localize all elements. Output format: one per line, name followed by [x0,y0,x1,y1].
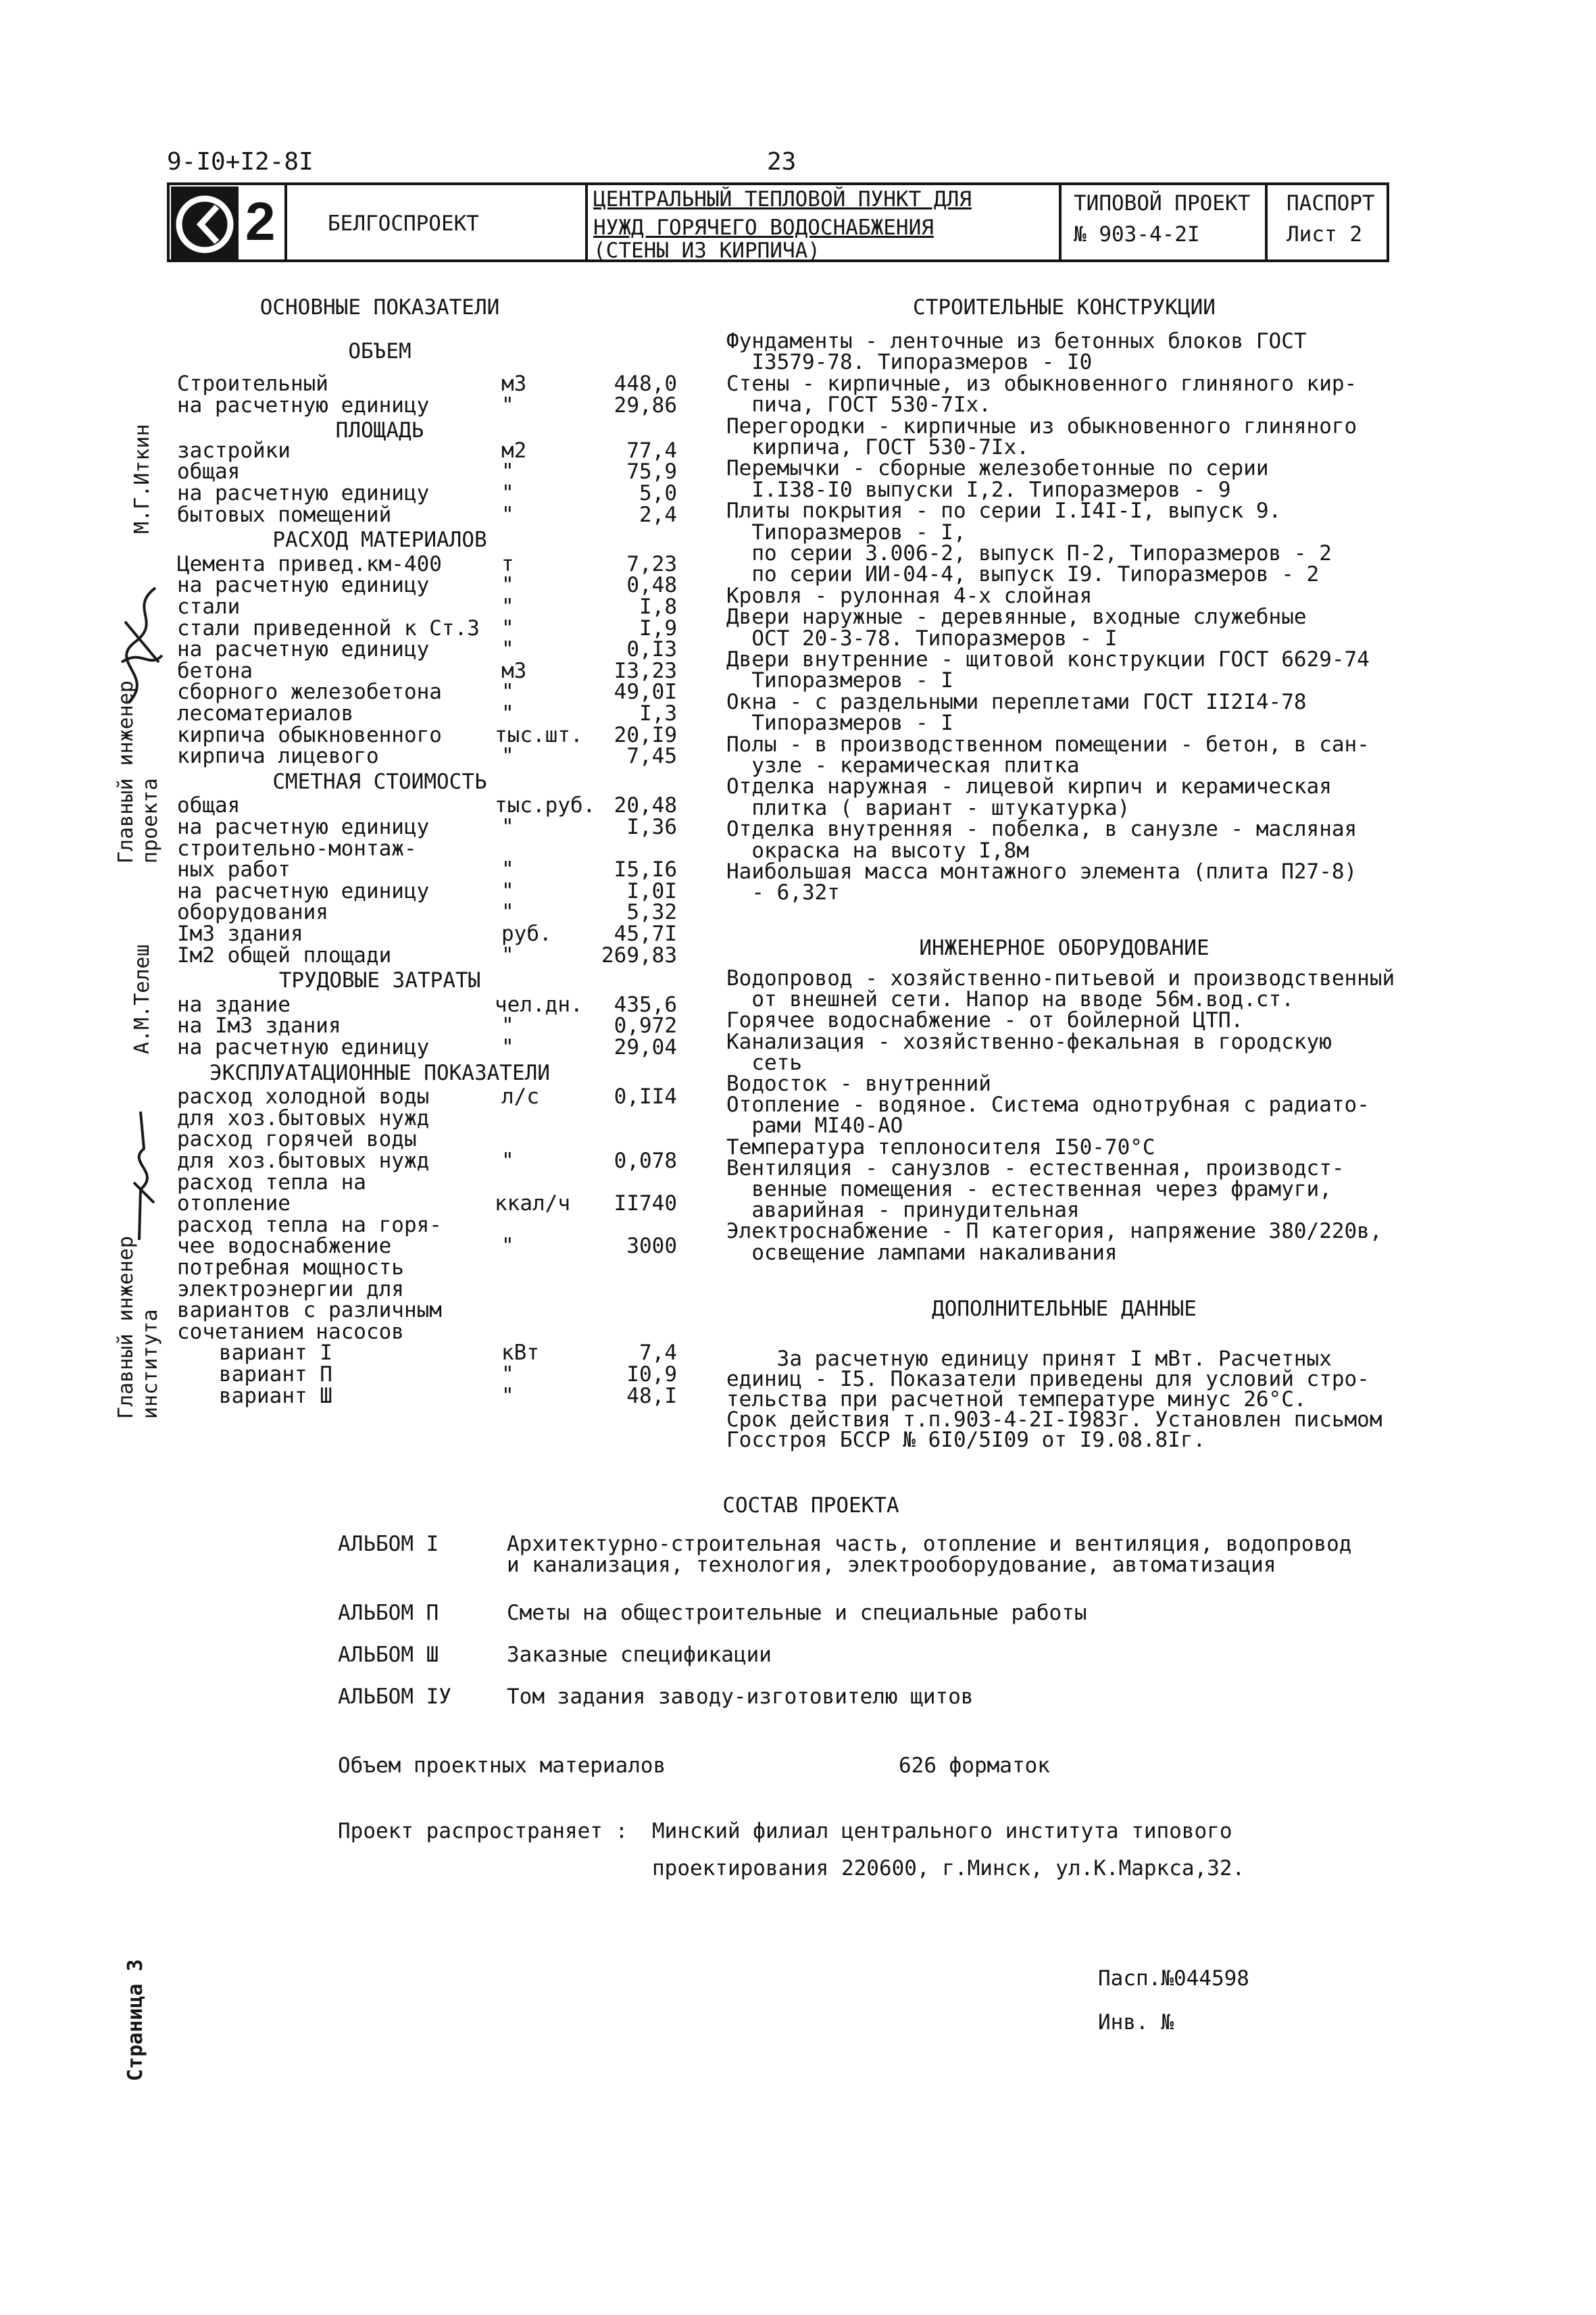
distributor-label: Проект распространяет : [338,1819,628,1843]
indicator-row [177,746,677,768]
indicator-unit: " [501,1362,514,1387]
indicator-unit: " [501,1234,514,1258]
album-name: АЛЬБОМ Ш [338,1643,439,1667]
text-line: I.I38-I0 выпуски I,2. Типоразмеров - 9 [726,478,1231,502]
indicator-label: на здание [177,993,291,1017]
indicator-unit: " [501,680,514,704]
indicator-unit: т [501,552,514,576]
indicator-value: 77,4 [626,439,677,463]
structures-heading: СТРОИТЕЛЬНЫЕ КОНСТРУКЦИИ [913,295,1216,320]
indicator-unit: " [501,879,514,903]
distributor-line-2: проектирования 220600, г.Минск, ул.К.Маркса,32. [652,1856,1245,1881]
indicator-value: I,8 [639,595,677,619]
indicator-unit: " [501,943,514,968]
indicator-unit: " [501,1149,514,1173]
indicator-unit: " [501,637,514,662]
indicator-label: вариант П [219,1362,332,1387]
title-cell [585,182,1062,262]
indicator-label: отопление [177,1191,291,1216]
indicator-value: 2,4 [639,503,677,527]
text-line: Температура теплоносителя I50-70°С [726,1135,1155,1160]
indicator-value: 0,48 [626,573,677,597]
indicator-unit: м2 [501,439,527,463]
indicator-unit: л/с [501,1085,539,1109]
text-line: окраска на высоту I,8м [726,839,1029,863]
page-number: 23 [767,148,797,176]
composition-heading: СОСТАВ ПРОЕКТА [722,1493,899,1518]
text-line: Водосток - внутренний [726,1072,991,1096]
indicator-value: I0,9 [626,1362,677,1387]
indicator-row [177,902,677,924]
passport-cell [1265,182,1389,262]
indicator-label: сборного железобетона [177,680,442,704]
text-line: Двери внутренние - щитовой конструкции ГОСТ 6629-74 [726,647,1370,672]
indicator-label: для хоз.бытовых нужд [177,1149,430,1173]
indicator-row [177,505,677,526]
indicator-unit: " [501,815,514,839]
cost-heading: СМЕТНАЯ СТОИМОСТЬ [272,770,487,794]
indicator-unit: " [501,595,514,619]
indicator-row [177,1087,677,1108]
margin-chief-institute-name: А.М.Телеш [130,944,154,1054]
indicator-value: I,0I [626,879,677,903]
indicator-row [177,374,677,395]
indicator-label: сочетанием насосов [177,1320,404,1344]
text-line: Наибольшая масса монтажного элемента (плита П27-8) [726,860,1357,884]
indicator-row [177,1300,677,1322]
indicator-label: на расчетную единицу [177,879,430,903]
sheet-label: Лист 2 [1287,222,1362,247]
indicator-unit: " [501,900,514,924]
text-line: сеть [726,1051,802,1075]
indicator-row [177,1193,677,1215]
margin-label-line: Главный инженер [114,680,138,864]
indicator-value: 448,0 [614,372,677,396]
engineering-heading: ИНЖЕНЕРНОЕ ОБОРУДОВАНИЕ [919,936,1210,960]
indicator-value: I,36 [626,815,677,839]
indicator-unit: " [501,481,514,505]
text-line: Отделка наружная - лицевой кирпич и керамическая [726,774,1332,799]
indicator-unit: " [501,616,514,641]
indicator-value: I,3 [639,701,677,726]
indicator-unit: ккал/ч [495,1191,570,1216]
text-line: Типоразмеров - I, [726,520,966,545]
indicator-label: общая [177,459,241,484]
main-indicators-heading: ОСНОВНЫЕ ПОКАЗАТЕЛИ [259,295,500,320]
text-line: кирпича, ГОСТ 530-7Iх. [726,435,1029,459]
text-line: тельства при расчетной температуре минус 26°С. [726,1387,1307,1412]
project-number: № 903-4-2I [1074,222,1200,247]
indicator-label: бетона [177,659,253,683]
indicator-label: бытовых помещений [177,503,392,527]
indicator-row [177,1151,677,1172]
indicator-label: расход горячей воды [177,1127,417,1151]
text-line: Полы - в производственном помещении - бетон, в сан- [726,732,1370,757]
indicator-row [177,639,677,661]
indicator-label: чее водоснабжение [177,1234,392,1258]
indicator-label: вариант Ш [219,1384,332,1408]
indicator-unit: " [501,573,514,597]
indicator-row [177,483,677,505]
indicator-unit: руб. [501,922,552,946]
indicator-label: общая [177,793,241,818]
indicator-row [177,703,677,725]
margin-label-line: Главный инженер [114,1236,138,1419]
indicator-label: застройки [177,439,291,463]
indicator-label: на расчетную единицу [177,573,430,597]
indicator-label: расход тепла на горя- [177,1213,442,1237]
album-description: Архитектурно-строительная часть, отопление и вентиляция, водопровод [507,1532,1352,1556]
doc-number: 9-I0+I2-8I [167,148,314,176]
indicator-value: I3,23 [614,659,677,683]
indicator-row [177,1129,677,1151]
album-description: и канализация, технология, электрооборудование, автоматизация [507,1553,1276,1577]
title-line-3: (СТЕНЫ ИЗ КИРПИЧА) [593,239,820,263]
text-line: Госстроя БССР № 6I0/5I09 от I9.08.8Iг. [726,1428,1206,1452]
indicator-label: кирпича обыкновенного [177,723,442,747]
text-line: I3579-78. Типоразмеров - I0 [726,350,1093,374]
indicator-label: для хоз.бытовых нужд [177,1106,430,1130]
text-line: За расчетную единицу принят I мВт. Расчетных [726,1347,1332,1371]
indicator-unit: " [501,857,514,882]
text-line: Канализация - хозяйственно-фекальная в городскую [726,1030,1332,1054]
operation-heading: ЭКСПЛУАТАЦИОННЫЕ ПОКАЗАТЕЛИ [209,1061,550,1085]
text-line: Двери наружные - деревянные, входные служебные [726,605,1307,629]
indicator-label: Цемента привед.км-400 [177,552,442,576]
organization: БЕЛГОСПРОЕКТ [328,211,479,236]
indicator-value: 7,23 [626,552,677,576]
indicator-value: 5,32 [626,900,677,924]
project-cell [1059,182,1268,262]
indicator-unit: " [501,459,514,484]
org-cell [284,182,588,262]
indicator-row [177,395,677,417]
album-description: Заказные спецификации [507,1643,772,1667]
margin-chief-project-name: М.Г.Иткин [130,424,154,534]
indicator-label: расход холодной воды [177,1085,430,1109]
indicator-value: 45,7I [614,922,677,946]
text-line: Перемычки - сборные железобетонные по серии [726,456,1269,480]
margin-chief-institute-label [116,1236,161,1419]
indicator-value: 3000 [626,1234,677,1258]
text-line: ОСТ 20-3-78. Типоразмеров - I [726,626,1118,651]
margin-label-line: института [139,1309,162,1419]
album-description: Том задания заводу-изготовителю щитов [507,1685,974,1709]
indicator-row [177,945,677,967]
volume-materials-label: Объем проектных материалов [338,1753,666,1778]
text-line: Срок действия т.п.903-4-2I-I983г. Установлен письмом [726,1408,1382,1432]
indicator-unit: тыс.шт. [495,723,583,747]
indicator-value: 7,45 [626,744,677,768]
indicator-value: 0,078 [614,1149,677,1173]
indicator-value: 29,04 [614,1035,677,1060]
indicator-value: 48,I [626,1384,677,1408]
indicator-value: 20,I9 [614,723,677,747]
indicator-row [177,459,677,484]
indicator-label: стали приведенной к Ст.3 [177,616,480,641]
text-line: плитка ( вариант - штукатурка) [726,796,1130,820]
distributor-line-1: Минский филиал центрального института типового [652,1819,1232,1843]
album-description: Сметы на общестроительные и специальные работы [507,1601,1087,1625]
indicator-row [177,817,677,839]
indicator-row [177,924,677,945]
text-line: Перегородки - кирпичные из обыкновенного глиняного [726,414,1357,439]
labor-heading: ТРУДОВЫЕ ЗАТРАТЫ [278,968,481,993]
indicator-unit: м3 [501,372,527,396]
text-line: рами МI40-АО [726,1114,903,1138]
text-line: Водопровод - хозяйственно-питьевой и производственный [726,966,1395,991]
text-line: Кровля - рулонная 4-х слойная [726,584,1093,608]
indicator-label: Iм2 общей площади [177,943,392,968]
logo-box [167,182,287,262]
indicator-label: IмЗ здания [177,922,303,946]
indicator-value: 5,0 [639,481,677,505]
text-line: пича, ГОСТ 530-7Iх. [726,393,991,417]
text-line: Вентиляция - санузлов - естественная, производст- [726,1156,1345,1180]
title-line-1: ЦЕНТРАЛЬНЫЙ ТЕПЛОВОЙ ПУНКТ ДЛЯ [593,187,972,211]
indicator-label: электроэнергии для [177,1277,404,1301]
indicator-label: на расчетную единицу [177,1035,430,1060]
text-line: Электроснабжение - П категория, напряжение 380/220в, [726,1219,1382,1243]
indicator-row [177,597,677,618]
indicator-value: 75,9 [626,459,677,484]
text-line: Типоразмеров - I [726,668,953,693]
album-name: АЛЬБОМ П [338,1601,439,1625]
text-line: Отделка внутренняя - побелка, в санузле - масляная [726,817,1357,841]
text-line: аварийная - принудительная [726,1198,1080,1222]
indicator-row [177,857,677,882]
indicator-row [177,682,677,703]
indicator-row [177,441,677,462]
indicator-value: 49,0I [614,680,677,704]
indicator-value: 7,4 [639,1341,677,1365]
text-line: Типоразмеров - I [726,711,953,735]
area-heading: ПЛОЩАДЬ [335,418,424,443]
text-line: Отопление - водяное. Система однотрубная с радиато- [726,1093,1370,1117]
indicator-unit: тыс.руб. [495,793,596,818]
text-line: освещение лампами накаливания [726,1241,1118,1265]
signature-2 [120,1108,168,1243]
text-line: Горячее водоснабжение - от бойлерной ЦТП. [726,1008,1244,1032]
indicator-unit: " [501,393,514,418]
text-line: Фундаменты - ленточные из бетонных блоков ГОСТ [726,329,1307,353]
title-line-2: НУЖД ГОРЯЧЕГО ВОДОСНАБЖЕНИЯ [593,216,934,240]
inventory-number: Инв. № [1098,2010,1174,2035]
passport-label: ПАСПОРТ [1287,191,1375,216]
text-line: Стены - кирпичные, из обыкновенного глиняного кир- [726,372,1357,396]
indicator-unit: кВт [501,1341,539,1365]
indicator-unit: " [501,1035,514,1060]
indicator-label: кирпича лицевого [177,744,379,768]
indicator-row [177,1343,677,1364]
indicator-value: I5,I6 [614,857,677,882]
indicator-label: на расчетную единицу [177,815,430,839]
indicator-unit: м3 [501,659,527,683]
indicator-label: на расчетную единицу [177,393,430,418]
volume-materials-value: 626 форматок [899,1753,1050,1778]
indicator-label: Строительный [177,372,328,396]
indicator-label: на расчетную единицу [177,637,430,662]
album-name: АЛЬБОМ IУ [338,1685,451,1709]
indicator-label: вариант I [219,1341,332,1365]
volume-heading: ОБЪЕМ [348,339,412,364]
indicator-row [177,575,677,597]
indicator-label: строительно-монтаж- [177,837,417,861]
indicator-unit: " [501,1384,514,1408]
indicator-row [177,795,677,817]
signature-1 [115,581,169,710]
album-name: АЛЬБОМ I [338,1532,439,1556]
text-line: - 6,32т [726,880,840,905]
indicator-row [177,1016,677,1037]
indicator-label: расход тепла на [177,1170,366,1195]
indicator-row [177,1386,677,1408]
page-label: Страница 3 [124,1959,147,2081]
indicator-label: потребная мощность [177,1255,404,1280]
indicator-label: на расчетную единицу [177,481,430,505]
indicator-unit: " [501,701,514,726]
text-line: от внешней сети. Напор на вводе 56м.вод.ст. [726,987,1294,1012]
text-line: по серии 3.006-2, выпуск П-2, Типоразмеров - 2 [726,541,1332,566]
indicator-row [177,1255,677,1280]
indicator-unit: чел.дн. [495,993,583,1017]
indicator-row [177,1364,677,1386]
indicator-value: 0,972 [614,1014,677,1038]
text-line: Окна - с раздельными переплетами ГОСТ II2I4-78 [726,690,1307,714]
gk-logo-icon [171,186,239,261]
indicator-row [177,1236,677,1258]
indicator-value: 0,I3 [626,637,677,662]
indicator-row [177,1037,677,1059]
indicator-value: 435,6 [614,993,677,1017]
text-line: по серии ИИ-04-4, выпуск I9. Типоразмеров - 2 [726,562,1320,587]
indicator-value: 29,86 [614,393,677,418]
indicator-label: на IмЗ здания [177,1014,341,1038]
indicator-label: вариантов с различным [177,1298,442,1322]
text-line: узле - керамическая плитка [726,753,1080,778]
indicator-unit: " [501,744,514,768]
logo-number: 2 [245,191,276,251]
text-line: Плиты покрытия - по серии I.I4I-I, выпуск 9. [726,499,1282,523]
indicator-value: 20,48 [614,793,677,818]
indicator-label: лесоматериалов [177,701,354,726]
indicator-label: стали [177,595,241,619]
indicator-unit: " [501,1014,514,1038]
project-label: ТИПОВОЙ ПРОЕКТ [1074,191,1251,216]
indicator-label: ных работ [177,857,291,882]
passport-number: Пасп.№044598 [1098,1966,1249,1991]
additional-heading: ДОПОЛНИТЕЛЬНЫЕ ДАННЫЕ [932,1297,1197,1321]
indicator-value: I,9 [639,616,677,641]
indicator-value: II740 [614,1191,677,1216]
materials-heading: РАСХОД МАТЕРИАЛОВ [272,528,487,552]
indicator-unit: " [501,503,514,527]
text-line: единиц - I5. Показатели приведены для условий стро- [726,1367,1370,1391]
indicator-label: оборудования [177,900,328,924]
text-line: венные помещения - естественная через фрамуги, [726,1177,1332,1201]
margin-label-line: проекта [139,778,162,864]
indicator-value: 269,83 [601,943,677,968]
indicator-value: 0,II4 [614,1085,677,1109]
